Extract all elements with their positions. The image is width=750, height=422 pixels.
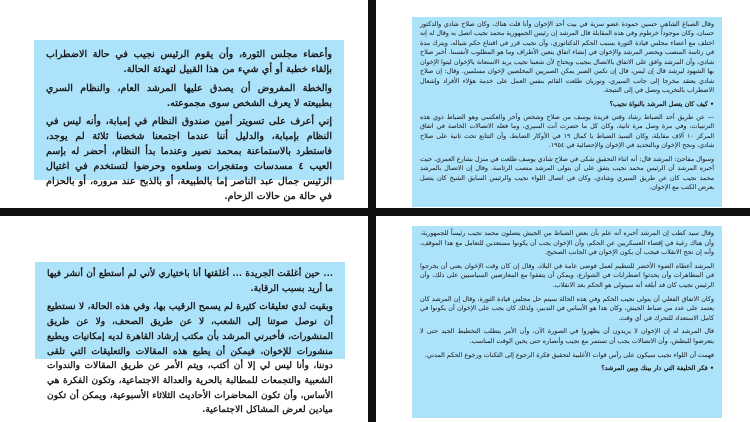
paragraph: المرشد أعطاه الضوء الأخضر للتنظيم لعمل فوضى عامة في البلاد، وقال إن كان وقت الإخوان يعني أن يخرجوا في المظاهرات وأن يحدثوا اضطرابات في الشوارع، ويمكن أن يتفقوا مع المعارضين السياسيين على ذلك، وأن الرئيس نجيب كان قد أبلغه أنه سيتولى هو الحكم بعد الانقلاب.	[420, 261, 714, 290]
paragraph: وقال الصباغ الشاهي حسين حمودة عضو سرية في بيت أحد الإخوان وأنا قلت هناك، وكان صلاح شادي والدكتور حسان، وكان موجوداً خرطوم وفي هذه المقابلة قال المرشد إن رئيس الجمهورية محمد نجيب اتصل به وقال له إنه اختلف مع أعضاء مجلس قيادة الثورة بسبب الحكم الدكتاتوري، وأن نجيب قرر في اقتناع حكم شياله، ويترك مدة في رئاسة المنصب ويحضر المرشد والإخوان في إنشاء اتفاق يتعين الأطراف وما هو المطلوب لأنفسنا. أخبر صلاح شادي، وأن المرشد وافق على الاتفاق بالاتصال بنجيب ويحتاج لأن شعبنا نجيب يريد الاستعانة بالإخوان ليتوا الإخوان بها الشهود ليرشد قال إن ليس، قال إن تكمن الصبر يمكن الصبريين المخلصين لإخوان مسلمين. وقال: إن صلاح شادي يعتقد مخرجا إلى جانب السيري، ونوريان طلعت القائم بنفس العمل على خدمة هؤلاء الأفراد وإشعال الاضطراب بالتخريب وتصل في إلى النتيجة.	[420, 21, 714, 95]
document-excerpt-top-left	[34, 40, 344, 202]
paragraph: قال المرشد له إن الإخوان لا يريدون أن يظهروا في الصورة الآن، وأن الأمر يتطلب التخطيط الجيد حتى لا يتعرضوا للبطش، وأن الاتصالات يجب أن تستمر مع نجيب وأنصاره حتى يحين الوقت المناسب.	[420, 327, 714, 346]
paragraph: وقال سيد كطب إن المرشد أخبره أنه علم بأن بعض الضباط من الجيش يتصلون محمد نجيب رئيساً للجمهورية، وأن هناك رغبة في إقصاء العسكريين عن الحكم، وأن الإخوان يجب أن يكونوا مستعدين للتعامل مع هذا الموقف، وأنه إن نجح الانقلاب فيجب أن يكون الإخوان في الجانب الصحيح.	[420, 229, 714, 257]
document-excerpt-top-right	[412, 17, 722, 207]
document-excerpt-bottom-right	[412, 226, 722, 418]
paragraph: ... حين أغلقت الجريدة ... أغلقتها أنا باختياري لأني لم أستطع أن أنشر فيها ما أريد بسبب الرقابة.	[47, 268, 333, 294]
horizontal-divider	[0, 208, 750, 216]
paragraph: وأعضاء مجلس الثورة، وأن يقوم الرئيس نجيب في حالة الاضطراب بإلقاء خطبة أو أي شيء من هذا القبيل لتهدئة الحالة.	[46, 49, 332, 75]
paragraph: وكان الاتفاق الفعلي أن يتولى نجيب الحكم وفي هذه الحالة سيتم حل مجلس قيادة الثورة، وقال إن المرشد كان يعتمد على عدد من ضباط الجيش، وكان هذا هو الأساس في التدبير، ولذلك كان يجب على الإخوان أن يكونوا في كامل الاستعداد للتحرك في أي وقت.	[420, 294, 714, 322]
question-line: • كيف كان يتصل المرشد بالنواة نجيب؟	[420, 100, 714, 109]
paragraph: وسوال مفاجئ: المرشد قال: أنه اثناء التحقيق شكى في صلاح شادي يوسف طلعت في منزل بشارع العمري، حيث أخبره المرشد أن الرئيس محمد نجيب يتفق على أن يتولى المرشد منصب الرئاسة. وقال إن الاتصال بالمرشد محمد نجيب كان عن طريق السيري وشادي، وكان في اتصال اللواء نجيب والرئيس السابق الشيخ كان يتصل بعرض الكتب مع الإخوان.	[420, 155, 714, 191]
paragraph: إني أعرف على تسويتر أمين صندوق النظام في إمبابة، وأنه ليس في النظام بإمبابة، والدليل أننا عندما اجتمعنا شخصنا ثلاثة لم يوجد، فاستطرد بالاستماعنة بمحمد نصير وعندما بدأ النظام، أحضر له بإسم العيب ٤ مسدسات ومتفجرات وسلعوه وحرضوا لتستخدم في اغتيال الرئيس جمال عبد الناصر إما بالطبيعة، أو بالذبح عند مروره، أو بالحزام في حالة من حالات الزحام.	[46, 116, 333, 202]
document-excerpt-bottom-left	[35, 262, 345, 416]
paragraph: والخطة المفروض أن يصدق عليها المرشد العام، والنظام السري بطبيعته لا يعرف الشخص سوى مجموعته.	[46, 82, 332, 109]
paragraph: وبقيت لدي تعليقات كثيرة لم يسمح الرقيب بها، وفي هذه الحالة، لا نستطيع أن نوصل صوتنا إلى الشعب، لا عن طريق الصحف، ولا عن طريق المنشورات، فأخبرني المرشد بأن مكتب إرشاد القاهرة لديه إمكانيات ويطبع منشورات للإخوان، فيمكن أن يطبع هذه المقالات والتعليقات التي تلقى دوننا، وأنا ليس لي إلا أن أكتب، ويتم الأمر عن طريق المقالات والندوات الشعبية والتجمعات للمطالبة بالحرية والعدالة الاجتماعية، وتكون الفكرة هي الأساس، وأن تكون المحاضرات الأحاديث الثلاثاء الأسبوعية، ويمكن أن تكون ميادين لعرض المشاكل الاجتماعية.	[47, 301, 333, 416]
paragraph: فهمت أن اللواء نجيب سيكون على رأس قوات الأغلبية لتحقيق فكرة الرجوع إلى الثكنات ورجوع الحكم المدني.	[424, 350, 714, 359]
question-line: • فكر الخليفة التي دار بينك وبين المرشد؟	[420, 364, 714, 374]
paragraph: — عن طريق أحد الضباط رشاد وقتي فريدة يوسف من صلاح وشخص وآخر والعكسي وهو الضباط ذوي هذه الترتيبات، وفي مرة وصل مرة ثانية، وكان كل ما حضرت أنت السيري، وما فعله الاتصالات الخاصة في اتفاق المركز ١٠ آلاف مقابلة، وكان السيد الضباط يا كمال ١٩ في الأوكار الضابط، وأن التتابع تحت ثانية على صلاح شادي، ونجح الإخوان وبالتحديد في الإخوان والإحصائية في ١٩٥٤.	[420, 113, 714, 150]
